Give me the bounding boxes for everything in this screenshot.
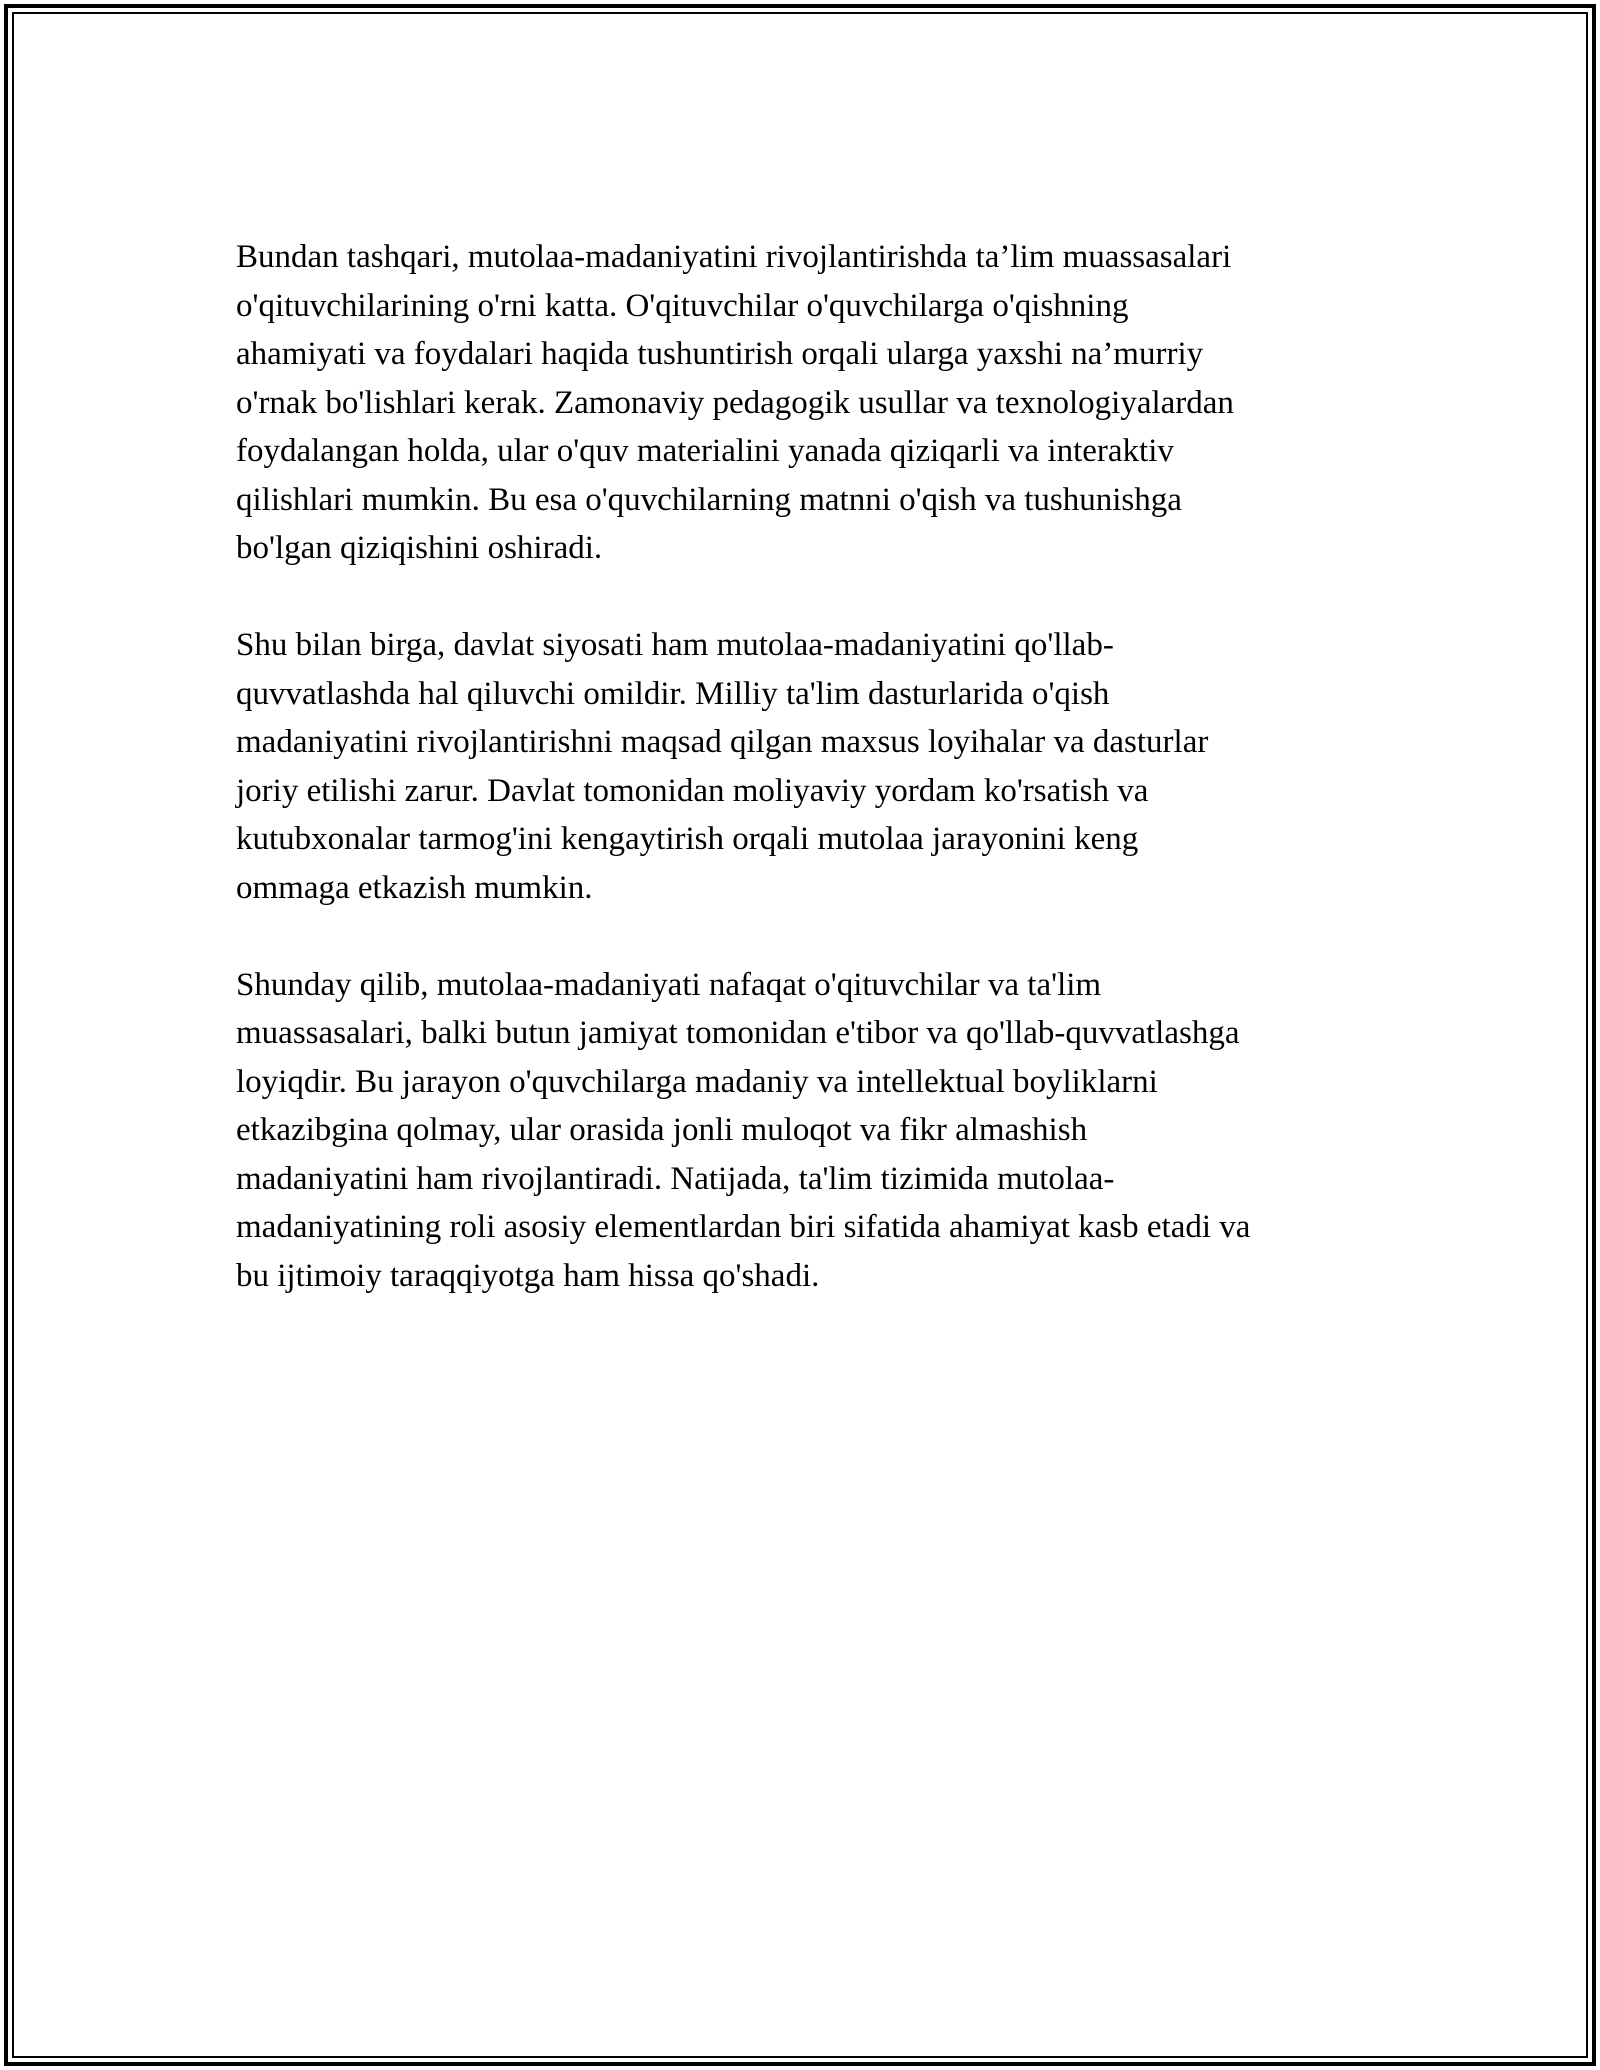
text-line: qilishlari mumkin. Bu esa o'quvchilarning matnni o'qish va tushunishga [236,481,1182,518]
text-line: ahamiyati va foydalari haqida tushuntirish orqali ularga yaxshi na’murriy [236,336,1204,372]
text-line: madaniyatining roli asosiy elementlardan biri sifatida ahamiyat kasb etadi va [236,1209,1251,1245]
text-line: bu ijtimoiy taraqqiyotga ham hissa qo'shadi. [236,1257,820,1294]
text-line: joriy etilishi zarur. Davlat tomonidan moliyaviy yordam ko'rsatish va [236,772,1149,809]
document-body [236,233,1376,1349]
text-line: quvvatlashda hal qiluvchi omildir. Milliy ta'lim dasturlarida o'qish [236,675,1110,712]
paragraph-1 [236,233,1376,573]
text-line: o'qituvchilarining o'rni katta. O'qituvchilar o'quvchilarga o'qishning [236,287,1129,324]
text-line: loyiqdir. Bu jarayon o'quvchilarga madaniy va intellektual boyliklarni [236,1063,1158,1100]
text-line: ommaga etkazish mumkin. [236,869,593,906]
text-line: etkazibgina qolmay, ular orasida jonli muloqot va fikr almashish [236,1112,1088,1148]
text-line: Shu bilan birga, davlat siyosati ham mutolaa-madaniyatini qo'llab- [236,627,1114,663]
text-line: Shunday qilib, mutolaa-madaniyati nafaqat o'qituvchilar va ta'lim [236,966,1102,1003]
text-line: madaniyatini rivojlantirishni maqsad qilgan maxsus loyihalar va dasturlar [236,724,1209,760]
text-line: foydalangan holda, ular o'quv materialini yanada qiziqarli va interaktiv [236,433,1174,469]
text-line: madaniyatini ham rivojlantiradi. Natijada, ta'lim tizimida mutolaa- [236,1160,1115,1197]
text-line: kutubxonalar tarmog'ini kengaytirish orqali mutolaa jarayonini keng [236,821,1139,857]
paragraph-3 [236,961,1376,1301]
text-line: muassasalari, balki butun jamiyat tomonidan e'tibor va qo'llab-quvvatlashga [236,1015,1240,1051]
text-line: bo'lgan qiziqishini oshiradi. [236,530,603,566]
text-line: o'rnak bo'lishlari kerak. Zamonaviy pedagogik usullar va texnologiyalardan [236,384,1234,421]
text-line: Bundan tashqari, mutolaa-madaniyatini rivojlantirishda ta’lim muassasalari [236,239,1232,275]
paragraph-2 [236,621,1376,912]
